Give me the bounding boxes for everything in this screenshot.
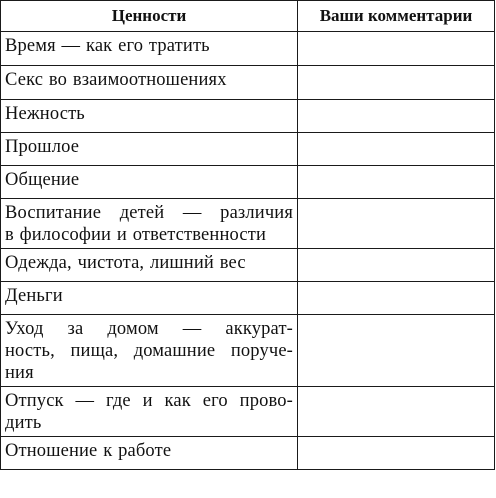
value-text: дить (5, 413, 42, 433)
value-text: Прошлое (5, 137, 80, 157)
value-cell (1, 199, 298, 249)
value-text: Отношение к работе (5, 441, 172, 461)
value-text: Нежность (5, 104, 85, 124)
comment-cell[interactable] (298, 100, 495, 133)
table-row (1, 32, 495, 66)
value-cell (1, 166, 298, 199)
comment-cell[interactable] (298, 166, 495, 199)
value-cell (1, 249, 298, 282)
table-row (1, 249, 495, 282)
comment-cell[interactable] (298, 387, 495, 437)
table-row (1, 133, 495, 166)
header-values: Ценности (1, 1, 298, 32)
value-text: Деньги (5, 286, 63, 306)
table-row (1, 199, 495, 249)
value-text: Воспитание детей — различия (5, 203, 293, 223)
value-text: Одежда, чистота, лишний вес (5, 253, 246, 273)
value-text: Общение (5, 170, 80, 190)
value-cell (1, 100, 298, 133)
value-text: ность, пища, домашние поруче- (5, 341, 293, 361)
value-cell (1, 437, 298, 470)
value-text: в философии и ответственности (5, 225, 267, 245)
header-comments: Ваши комментарии (298, 1, 495, 32)
value-text: Время — как его тратить (5, 36, 210, 56)
comment-cell[interactable] (298, 315, 495, 387)
value-text: Отпуск — где и как его прово- (5, 391, 293, 411)
comment-cell[interactable] (298, 199, 495, 249)
value-text: Уход за домом — аккурат- (5, 319, 293, 339)
table-row (1, 387, 495, 437)
table-row (1, 66, 495, 100)
table-header-row (1, 1, 495, 32)
comment-cell[interactable] (298, 32, 495, 66)
value-text: ния (5, 363, 34, 383)
table-row (1, 282, 495, 315)
comment-cell[interactable] (298, 133, 495, 166)
value-text: Секс во взаимоотношениях (5, 70, 227, 90)
value-cell (1, 32, 298, 66)
value-cell (1, 133, 298, 166)
value-cell (1, 282, 298, 315)
value-cell (1, 315, 298, 387)
value-cell (1, 387, 298, 437)
table-row (1, 166, 495, 199)
table-row (1, 315, 495, 387)
comment-cell[interactable] (298, 282, 495, 315)
comment-cell[interactable] (298, 66, 495, 100)
value-cell (1, 66, 298, 100)
comment-cell[interactable] (298, 437, 495, 470)
table-row (1, 100, 495, 133)
table-row (1, 437, 495, 470)
comment-cell[interactable] (298, 249, 495, 282)
